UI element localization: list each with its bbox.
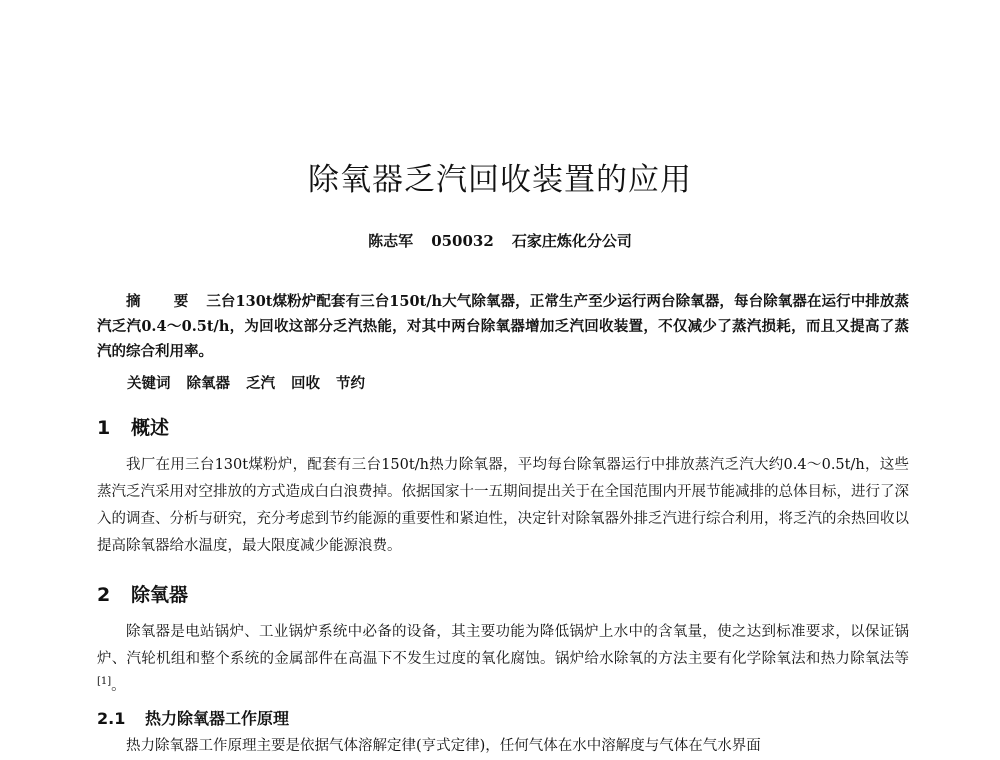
abstract [97, 289, 909, 364]
section-title: 概述 [131, 417, 170, 439]
author-postcode: 050032 [431, 232, 494, 250]
abstract-text: 三台130t煤粉炉配套有三台150t/h大气除氧器，正常生产至少运行两台除氧器，每台除氧器在运行中排放蒸汽乏汽0.4～0.5t/h，为回收这部分乏汽热能，对其中两台除氧器增加乏汽回收装置，不仅减少了蒸汽损耗，而且又提高了蒸汽的综合利用率。 [97, 293, 909, 360]
section-number: 1 [97, 417, 111, 439]
section-heading [97, 580, 188, 607]
author-affiliation: 石家庄炼化分公司 [511, 232, 632, 250]
author-line [0, 230, 1000, 251]
paper-title: 除氧器乏汽回收装置的应用 [308, 162, 692, 198]
section-paragraph-end: 。 [111, 678, 126, 694]
subsection-paragraph: 热力除氧器工作原理主要是依据气体溶解定律(亨式定律)，任何气体在水中溶解度与气体在气水界面 [126, 738, 761, 754]
section-number: 2 [97, 584, 111, 606]
keyword-item: 回收 [291, 375, 320, 392]
subsection-heading [97, 706, 289, 729]
section-paragraph-text: 除氧器是电站锅炉、工业锅炉系统中必备的设备，其主要功能为降低锅炉上水中的含氧量，使之达到标准要求，以保证锅炉、汽轮机组和整个系统的金属部件在高温下不发生过度的氧化腐蚀。锅炉给水除氧的方法主要有化学除氧法和热力除氧法等 [97, 624, 909, 667]
section-heading [97, 413, 169, 440]
keyword-item: 节约 [336, 375, 365, 392]
keywords [127, 372, 381, 393]
keyword-item: 乏汽 [246, 375, 275, 392]
subsection-title: 热力除氧器工作原理 [145, 709, 290, 728]
section-paragraph [97, 619, 909, 700]
subsection-number: 2.1 [97, 709, 126, 728]
section-title: 除氧器 [131, 584, 189, 606]
keyword-item: 除氧器 [186, 375, 230, 392]
keywords-label: 关键词 [127, 375, 171, 392]
section-paragraph: 我厂在用三台130t煤粉炉，配套有三台150t/h热力除氧器，平均每台除氧器运行中排放蒸汽乏汽大约0.4～0.5t/h，这些蒸汽乏汽采用对空排放的方式造成白白浪费掉。依据国家十一五期间提出关于在全国范围内开展节能减排的总体目标，进行了深入的调查、分析与研究，充分考虑到节约能源的重要性和紧迫性，决定针对除氧器外排乏汽进行综合利用，将乏汽的余热回收以提高除氧器给水温度，最大限度减少能源浪费。 [97, 457, 909, 554]
abstract-label: 摘 要 [126, 293, 203, 310]
author-name: 陈志军 [368, 232, 414, 250]
citation-ref: [1] [97, 676, 112, 688]
